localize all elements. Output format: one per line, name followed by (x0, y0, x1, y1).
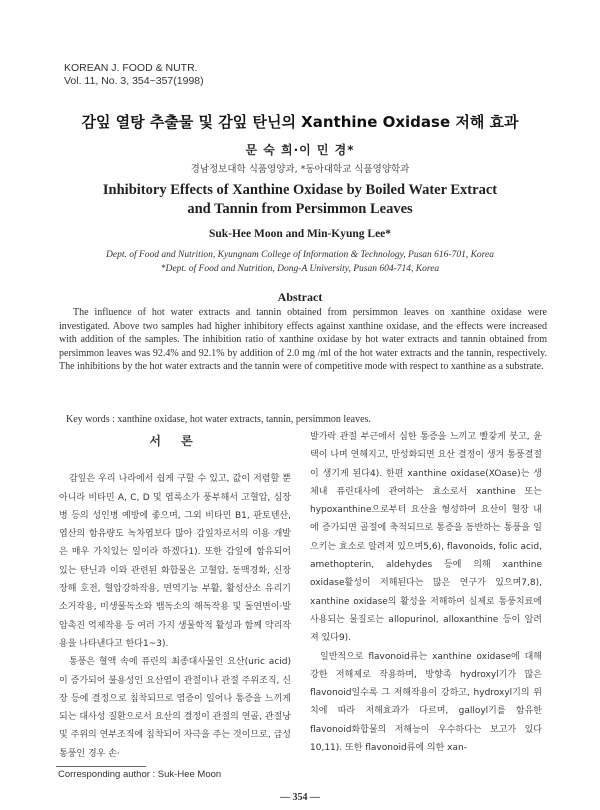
korean-authors: 문 숙 희·이 민 경* (245, 143, 355, 157)
corresponding-author-footnote: Corresponding author : Suk-Hee Moon (58, 769, 222, 780)
journal-header (64, 62, 204, 88)
english-affiliation-2: *Dept. of Food and Nutrition, Dong-A University, Pusan 604-714, Korea (160, 264, 440, 274)
intro-paragraph-3: 발가락 관절 부근에서 심한 통증을 느끼고 빨갛게 붓고, 윤택이 나며 연해지고, 만성화되면 요산 결정이 생겨 통풍결절이 생기게 된다4). 한편 xanthine oxidase(XOase)는 생체내 퓨린대사에 관여하는 효소로서 xanthine 또는 hypoxanthine으로부터 요산을 형성하여 요산이 혈장 내에 증가되면 골절에 축적되므로 통증을 동반하는 통풍을 일으키는 효소로 알려져 있으며5,6), flavonoids, folic acid, amethopterin, aldehydes 등에 의해 xanthine oxidase활성이 저해된다는 많은 연구가 있으며7,8), xanthine oxidase의 활성을 저해하여 실제로 통풍치료에 사용되는 물질로는 allopurinol, alloxanthine 등이 알려져 있다9). (310, 432, 542, 644)
english-title-line-1: Inhibitory Effects of Xanthine Oxidase by Boiled Water Extract (102, 182, 498, 198)
korean-affiliation: 경남정보대학 식품영양과, *동아대학교 식품영양학과 (190, 164, 410, 175)
korean-title: 감잎 열탕 추출물 및 감잎 탄닌의 Xanthine Oxidase 저해 효과 (81, 113, 519, 131)
section-heading-introduction: 서 론 (149, 434, 201, 448)
journal-name: KOREAN J. FOOD & NUTR. (64, 62, 198, 74)
abstract-text: The influence of hot water extracts and tannin obtained from persimmon leaves on xanthine oxidase were investigated. Above two samples had higher inhibitory effects against xanthine oxidase, and the effects were increased with addition of the samples. The inhibition ratio of xanthine oxidase by hot water extracts and tannin obtained from persimmon leaves was 92.4% and 92.1% by addition of 2.0 mg /ml of the hot water extracts and the tannin, respectively. The inhibitions by the hot water extracts and the tannin were of competitive mode with respect to xanthine as a substrate. (59, 307, 547, 372)
abstract-body (59, 306, 547, 374)
page-number: — 354 — (280, 792, 320, 803)
left-column (59, 432, 291, 763)
english-title-line-2: and Tannin from Persimmon Leaves (187, 201, 413, 217)
intro-paragraph-4: 일반적으로 flavonoid류는 xanthine oxidase에 대해 강한 저해제로 작용하며, 방향족 hydroxyl기가 많은 flavonoid일수록 그 저해작용이 강하고, hydroxyl기의 위치에 따라 저해효과가 다르며, galloyl기를 함유한 flavonoid화합물의 저해능이 우수하다는 보고가 있다10,11). 또한 flavonoid류에 의한 xan- (310, 651, 542, 754)
english-affiliation-1: Dept. of Food and Nutrition, Kyungnam College of Information & Technology, Pusan 616-701, Korea (106, 250, 494, 260)
keywords: Key words : xanthine oxidase, hot water extracts, tannin, persimmon leaves. (66, 414, 371, 425)
intro-paragraph-1: 감잎은 우리 나라에서 쉽게 구할 수 있고, 값이 저렴할 뿐 아니라 비타민 A, C, D 및 엽록소가 풍부해서 고혈압, 심장병 등의 성인병 예방에 좋으며, 그외 비타민 B1, 판토텐산, 엽산의 함유량도 녹차엽보다 많아 감잎차로서의 이용 개발은 매우 가치있는 일이라 하겠다1). 또한 감잎에 함유되어 있는 탄닌과 이와 관련된 화합물은 고혈압, 동맥경화, 신장장해 호전, 혈압강하작용, 면역기능 부활, 활성산소 유리기 소거작용, 미생물독소와 뱀독소의 해독작용 및 돌연변이·발암촉진 억제작용 등 여러 가지 생물학적 활성과 함께 약리작용을 나타낸다고 한다1~3). (59, 474, 291, 649)
intro-paragraph-2: 통풍은 혈액 속에 퓨린의 최종대사물인 요산(uric acid)이 증가되어 불용성인 요산염이 관절이나 관절 주위조직, 신장 등에 결정으로 침착되므로 염증이 일어나 통증을 느끼게 되는 대사성 질환으로서 요산의 결정이 관절의 연골, 관절낭 및 주위의 연부조직에 침착되어 자극을 주는 것이므로, 급성통풍인 경우 손· (59, 657, 291, 759)
footnote-separator (56, 766, 146, 767)
abstract-heading: Abstract (277, 290, 323, 304)
right-column (310, 428, 542, 757)
journal-volume: Vol. 11, No. 3, 354~357(1998) (64, 75, 204, 87)
english-authors: Suk-Hee Moon and Min-Kyung Lee* (208, 228, 392, 240)
english-title (0, 181, 600, 219)
